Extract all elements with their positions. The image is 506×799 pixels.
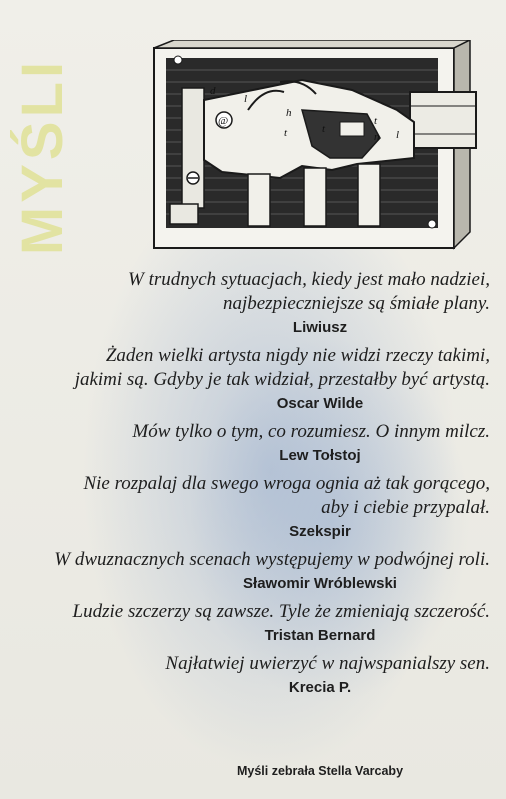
quote-item [0,652,490,698]
quote-text: Mów tylko o tym, co rozumiesz. O innym milcz. [132,421,490,442]
credit-line: Myśli zebrała Stella Varcaby [236,764,404,778]
quote-author: Szekspir [289,523,351,540]
quote-text: W dwuznacznych scenach występujemy w podwójnej roli. [54,549,490,570]
lock-mechanism-engraving [152,40,488,254]
engraving-letter: l [244,93,248,105]
quote-author: Sławomir Wróblewski [243,575,397,592]
quote-item [0,344,490,414]
quote-text: Ludzie szczerzy są zawsze. Tyle że zmieniają szczerość. [72,601,490,622]
engraving-letter: h [286,107,292,119]
quote-item [0,472,490,542]
quote-item [0,420,490,466]
engraving-letter: t [284,127,288,139]
quote-author: Krecia P. [288,679,352,696]
quote-author: Tristan Bernard [264,627,376,644]
quote-author: Lew Tołstoj [279,447,361,464]
side-title-text: MYŚLI [10,57,76,255]
quote-text: Nie rozpalaj dla swego wroga ognia aż tak gorącego, aby i ciebie przypalał. [83,473,490,518]
engraving-letter: t [322,123,326,135]
engraving-letter: d [210,85,216,97]
quote-author: Oscar Wilde [276,395,364,412]
side-title [12,36,74,276]
engraving-letter: @ [218,115,229,127]
quote-item [0,548,490,594]
engraving-letter: t [374,115,378,127]
quote-item [0,600,490,646]
quote-author: Liwiusz [292,319,348,336]
quote-text: Żaden wielki artysta nigdy nie widzi rzeczy takimi, jakimi są. Gdyby je tak widział, przestałby być artystą. [74,345,490,390]
quote-text: W trudnych sytuacjach, kiedy jest mało nadziei, najbezpieczniejsze są śmiałe plany. [128,269,490,314]
engraving-letter: n [374,131,380,143]
engraving-letter: l [396,129,400,141]
quote-item [0,268,490,338]
quotes-list [0,268,490,704]
quote-text: Najłatwiej uwierzyć w najwspanialszy sen. [165,653,490,674]
